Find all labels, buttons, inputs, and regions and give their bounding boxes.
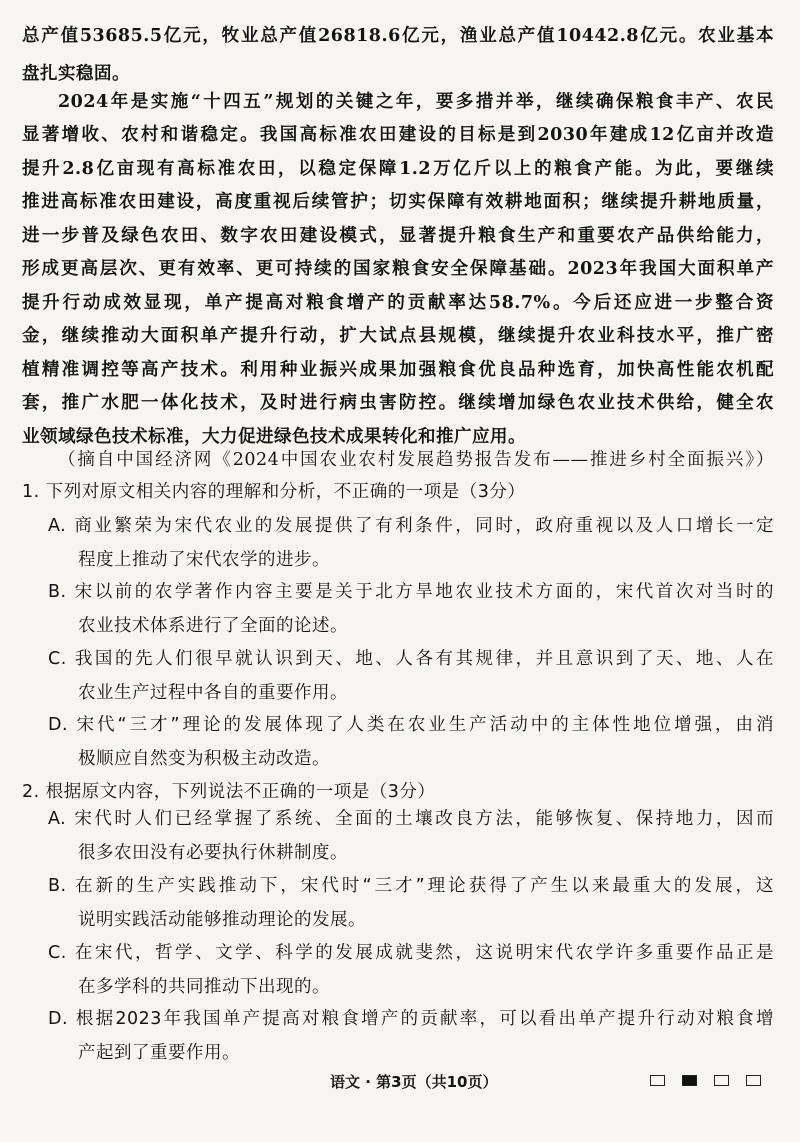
q2-option-d: D. 根据2023年我国单产提高对粮食增产的贡献率，可以看出单产提升行动对粮食增 — [48, 1009, 774, 1029]
q1-option-a: A. 商业繁荣为宋代农业的发展提供了有利条件，同时，政府重视以及人口增长一定 — [48, 516, 774, 536]
page-box — [650, 1075, 665, 1086]
q2-option-b-cont: 说明实践活动能够推动理论的发展。 — [78, 910, 366, 930]
passage-line: 显著增收、农村和谐稳定。我国高标准农田建设的目标是到2030年建成12亿亩并改造 — [22, 125, 774, 145]
question-2-stem: 2. 根据原文内容，下列说法不正确的一项是（3分） — [22, 782, 436, 802]
q1-option-b: B. 宋以前的农学著作内容主要是关于北方旱地农业技术方面的，宋代首次对当时的 — [48, 582, 774, 602]
q1-option-b-cont: 农业技术体系进行了全面的论述。 — [78, 616, 348, 636]
passage-line: 进一步普及绿色农田、数字农田建设模式，显著提升粮食生产和重要农产品供给能力， — [22, 226, 774, 246]
page-number-label: 语文 · 第3页（共10页） — [330, 1073, 498, 1091]
passage-line: 业领域绿色技术标准，大力促进绿色技术成果转化和推广应用。 — [22, 427, 526, 447]
question-1-stem: 1. 下列对原文相关内容的理解和分析，不正确的一项是（3分） — [22, 482, 526, 502]
passage-line: 提升2.8亿亩现有高标准农田，以稳定保障1.2万亿斤以上的粮食产能。为此，要继续 — [22, 159, 774, 179]
passage-line: 植精准调控等高产技术。利用种业振兴成果加强粮食优良品种选育，加快高性能农机配 — [22, 360, 774, 380]
q2-option-a: A. 宋代时人们已经掌握了系统、全面的土壤改良方法，能够恢复、保持地力，因而 — [48, 809, 774, 829]
q1-option-c-cont: 农业生产过程中各自的重要作用。 — [78, 683, 348, 703]
q2-option-c-cont: 在多学科的共同推动下出现的。 — [78, 977, 330, 997]
passage-line: 套，推广水肥一体化技术，及时进行病虫害防控。继续增加绿色农业技术供给，健全农 — [22, 393, 774, 413]
passage-line: 2024年是实施“十四五”规划的关键之年，要多措并举，继续确保粮食丰产、农民 — [58, 92, 774, 112]
passage-line: 形成更高层次、更有效率、更可持续的国家粮食安全保障基础。2023年我国大面积单产 — [22, 259, 774, 279]
passage-line: 提升行动成效显现，单产提高对粮食增产的贡献率达58.7%。今后还应进一步整合资 — [22, 293, 774, 313]
source-citation: （摘自中国经济网《2024中国农业农村发展趋势报告发布——推进乡村全面振兴》） — [58, 450, 774, 470]
q2-option-d-cont: 产起到了重要作用。 — [78, 1043, 240, 1063]
q2-option-a-cont: 很多农田没有必要执行休耕制度。 — [78, 843, 348, 863]
q2-option-c: C. 在宋代，哲学、文学、科学的发展成就斐然，这说明宋代农学许多重要作品正是 — [48, 943, 774, 963]
passage-line: 金，继续推动大面积单产提升行动，扩大试点县规模，继续提升农业科技水平，推广密 — [22, 326, 774, 346]
q1-option-a-cont: 程度上推动了宋代农学的进步。 — [78, 550, 330, 570]
passage-line: 总产值53685.5亿元，牧业总产值26818.6亿元，渔业总产值10442.8亿元。农业基本 — [22, 26, 774, 46]
page-footer — [0, 1068, 800, 1098]
q1-option-d: D. 宋代“三才”理论的发展体现了人类在农业生产活动中的主体性地位增强，由消 — [48, 715, 774, 735]
passage-line: 推进高标准农田建设，高度重视后续管护；切实保障有效耕地面积；继续提升耕地质量， — [22, 192, 774, 212]
q2-option-b: B. 在新的生产实践推动下，宋代时“三才”理论获得了产生以来最重大的发展，这 — [48, 876, 774, 896]
passage-line: 盘扎实稳固。 — [22, 64, 130, 84]
q1-option-c: C. 我国的先人们很早就认识到天、地、人各有其规律，并且意识到了天、地、人在 — [48, 649, 774, 669]
page-box — [746, 1075, 761, 1086]
q1-option-d-cont: 极顺应自然变为积极主动改造。 — [78, 749, 330, 769]
page-indicator-boxes — [650, 1075, 761, 1086]
page-box — [714, 1075, 729, 1086]
page-box-current — [682, 1075, 697, 1086]
